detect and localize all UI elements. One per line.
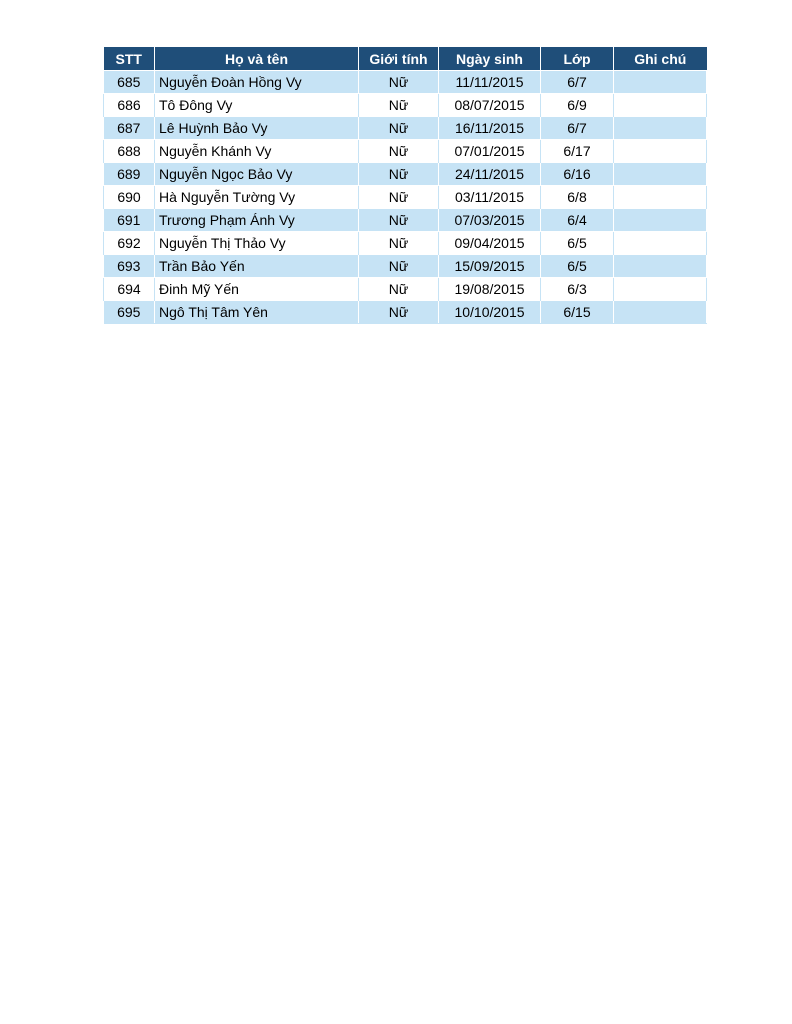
cell-name: Nguyễn Ngọc Bảo Vy bbox=[155, 163, 359, 186]
cell-name: Hà Nguyễn Tường Vy bbox=[155, 186, 359, 209]
table-row bbox=[104, 71, 707, 94]
cell-stt: 693 bbox=[104, 255, 155, 278]
cell-dob: 09/04/2015 bbox=[439, 232, 541, 255]
table-row bbox=[104, 209, 707, 232]
cell-note bbox=[614, 94, 707, 117]
cell-gender: Nữ bbox=[359, 278, 439, 301]
cell-stt: 692 bbox=[104, 232, 155, 255]
cell-note bbox=[614, 255, 707, 278]
table-row bbox=[104, 140, 707, 163]
header-name: Họ và tên bbox=[155, 47, 359, 71]
cell-gender: Nữ bbox=[359, 232, 439, 255]
header-row bbox=[104, 47, 707, 71]
table-header bbox=[104, 47, 707, 71]
cell-gender: Nữ bbox=[359, 186, 439, 209]
cell-stt: 686 bbox=[104, 94, 155, 117]
cell-stt: 689 bbox=[104, 163, 155, 186]
table-row bbox=[104, 278, 707, 301]
cell-class: 6/8 bbox=[541, 186, 614, 209]
table-row bbox=[104, 117, 707, 140]
student-list-sheet bbox=[103, 47, 706, 324]
cell-class: 6/15 bbox=[541, 301, 614, 324]
cell-class: 6/3 bbox=[541, 278, 614, 301]
table-row bbox=[104, 186, 707, 209]
cell-name: Trương Phạm Ánh Vy bbox=[155, 209, 359, 232]
cell-dob: 24/11/2015 bbox=[439, 163, 541, 186]
cell-note bbox=[614, 232, 707, 255]
cell-stt: 694 bbox=[104, 278, 155, 301]
cell-class: 6/5 bbox=[541, 255, 614, 278]
table-body bbox=[104, 71, 707, 324]
cell-class: 6/17 bbox=[541, 140, 614, 163]
cell-stt: 691 bbox=[104, 209, 155, 232]
cell-name: Ngô Thị Tâm Yên bbox=[155, 301, 359, 324]
cell-gender: Nữ bbox=[359, 301, 439, 324]
cell-class: 6/7 bbox=[541, 117, 614, 140]
cell-class: 6/9 bbox=[541, 94, 614, 117]
cell-dob: 11/11/2015 bbox=[439, 71, 541, 94]
cell-stt: 695 bbox=[104, 301, 155, 324]
cell-gender: Nữ bbox=[359, 117, 439, 140]
cell-dob: 07/01/2015 bbox=[439, 140, 541, 163]
cell-class: 6/16 bbox=[541, 163, 614, 186]
cell-gender: Nữ bbox=[359, 255, 439, 278]
header-class: Lớp bbox=[541, 47, 614, 71]
cell-note bbox=[614, 186, 707, 209]
cell-note bbox=[614, 278, 707, 301]
cell-gender: Nữ bbox=[359, 94, 439, 117]
cell-name: Trần Bảo Yến bbox=[155, 255, 359, 278]
cell-name: Nguyễn Đoàn Hồng Vy bbox=[155, 71, 359, 94]
cell-gender: Nữ bbox=[359, 163, 439, 186]
cell-dob: 16/11/2015 bbox=[439, 117, 541, 140]
cell-note bbox=[614, 301, 707, 324]
cell-class: 6/4 bbox=[541, 209, 614, 232]
header-stt: STT bbox=[104, 47, 155, 71]
table-row bbox=[104, 163, 707, 186]
header-dob: Ngày sinh bbox=[439, 47, 541, 71]
cell-note bbox=[614, 140, 707, 163]
cell-dob: 10/10/2015 bbox=[439, 301, 541, 324]
cell-gender: Nữ bbox=[359, 71, 439, 94]
cell-class: 6/5 bbox=[541, 232, 614, 255]
cell-note bbox=[614, 209, 707, 232]
cell-dob: 15/09/2015 bbox=[439, 255, 541, 278]
cell-note bbox=[614, 71, 707, 94]
cell-name: Nguyễn Khánh Vy bbox=[155, 140, 359, 163]
cell-note bbox=[614, 163, 707, 186]
cell-name: Nguyễn Thị Thảo Vy bbox=[155, 232, 359, 255]
header-gender: Giới tính bbox=[359, 47, 439, 71]
cell-stt: 687 bbox=[104, 117, 155, 140]
table-row bbox=[104, 232, 707, 255]
cell-stt: 690 bbox=[104, 186, 155, 209]
cell-dob: 08/07/2015 bbox=[439, 94, 541, 117]
table-row bbox=[104, 94, 707, 117]
cell-dob: 07/03/2015 bbox=[439, 209, 541, 232]
cell-name: Lê Huỳnh Bảo Vy bbox=[155, 117, 359, 140]
cell-dob: 19/08/2015 bbox=[439, 278, 541, 301]
cell-gender: Nữ bbox=[359, 209, 439, 232]
cell-class: 6/7 bbox=[541, 71, 614, 94]
cell-stt: 688 bbox=[104, 140, 155, 163]
table-row bbox=[104, 301, 707, 324]
cell-gender: Nữ bbox=[359, 140, 439, 163]
student-table bbox=[103, 47, 707, 324]
cell-name: Đinh Mỹ Yến bbox=[155, 278, 359, 301]
cell-dob: 03/11/2015 bbox=[439, 186, 541, 209]
cell-stt: 685 bbox=[104, 71, 155, 94]
cell-name: Tô Đông Vy bbox=[155, 94, 359, 117]
table-row bbox=[104, 255, 707, 278]
cell-note bbox=[614, 117, 707, 140]
header-note: Ghi chú bbox=[614, 47, 707, 71]
